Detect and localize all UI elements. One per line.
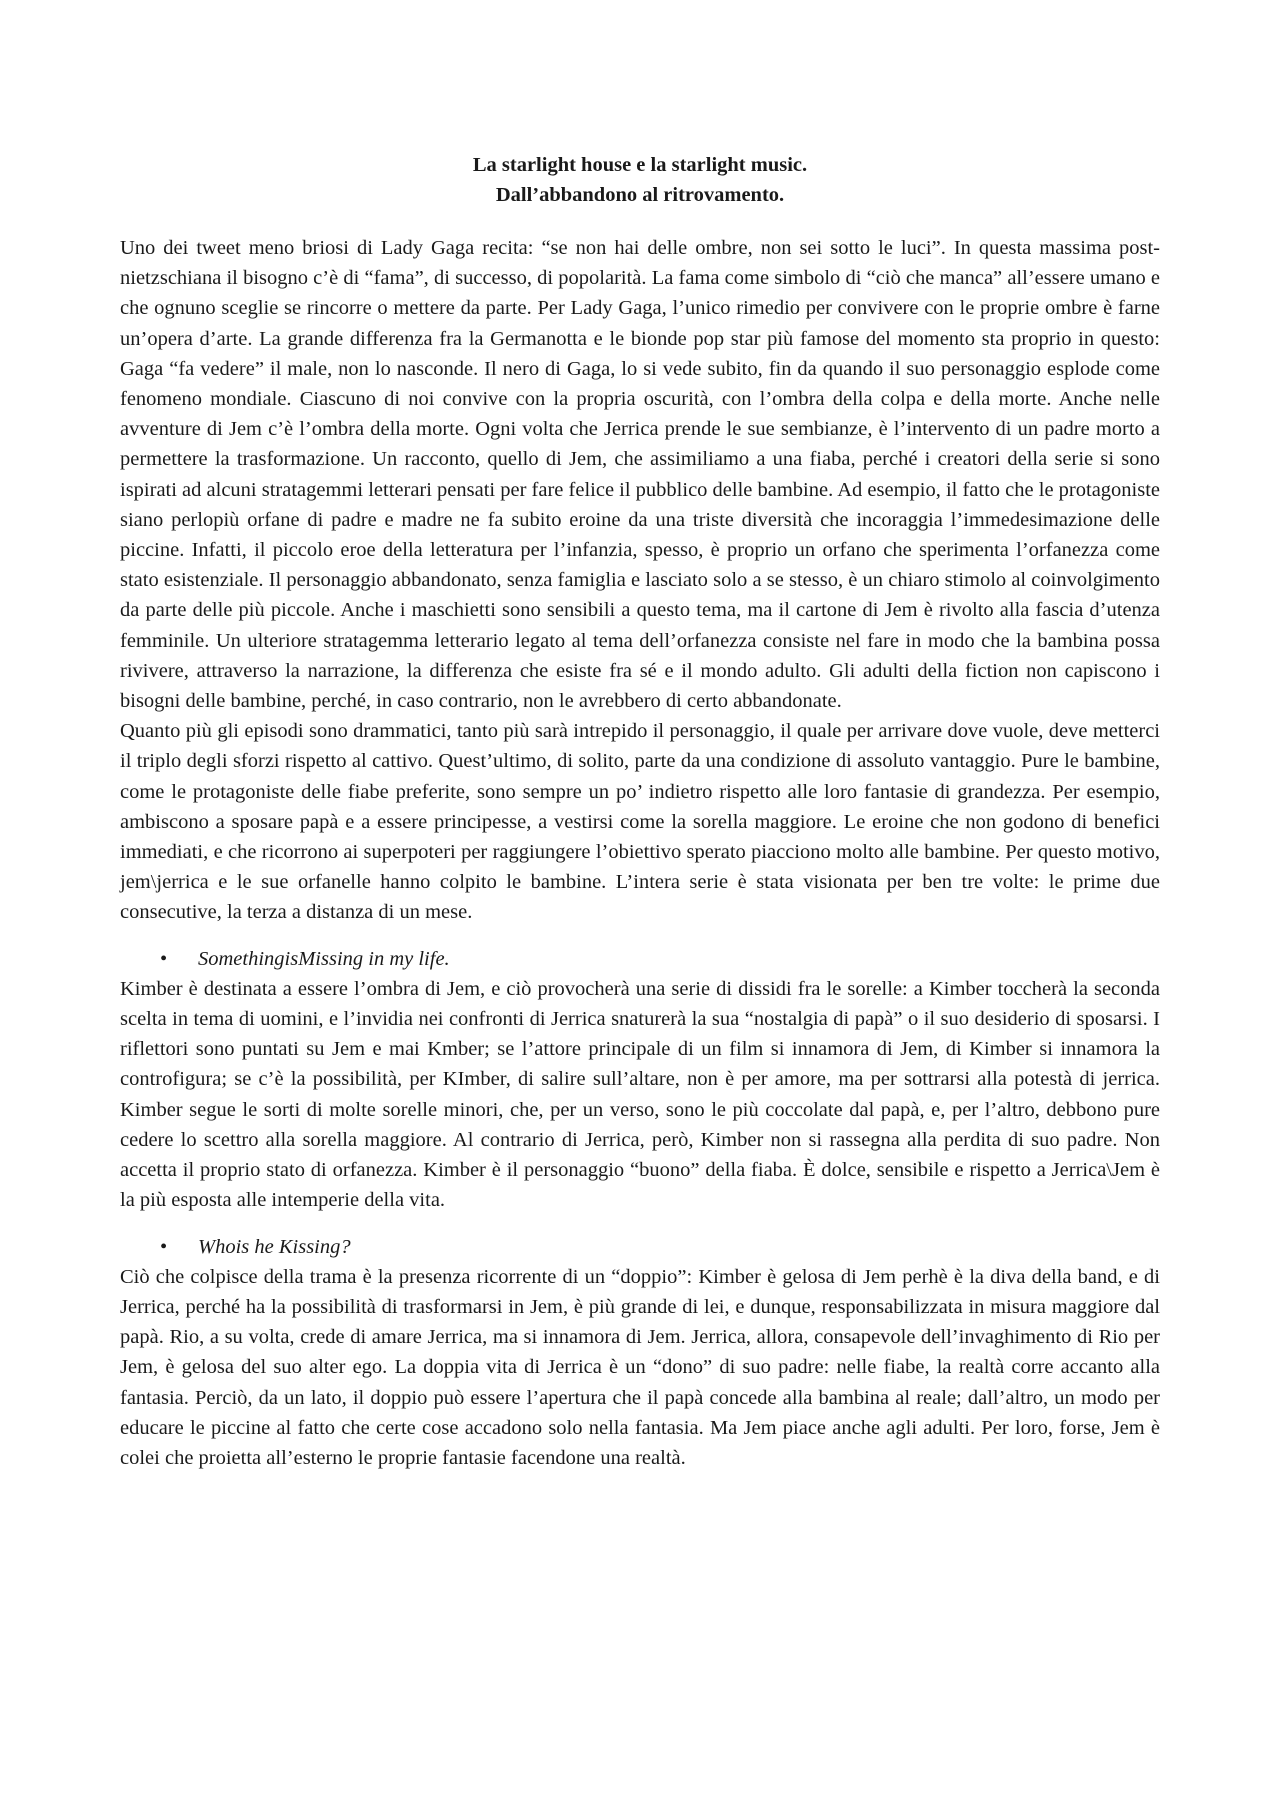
document-body [120,233,1160,1473]
section-heading-something-missing [120,944,1160,974]
bullet-marker: • [160,947,168,970]
paragraph-intro: Uno dei tweet meno briosi di Lady Gaga recita: “se non hai delle ombre, non sei sotto le luci”. In questa massima post- nietzschiana il bisogno c’è di “fama”, di successo, di popolarità. La fama come simbolo di “ciò che manca” all’essere umano e che ognuno sceglie se rincorre o mettere da parte. Per Lady Gaga, l’unico rimedio per convivere con le proprie ombre è farne un’opera d’arte. La grande differenza fra la Germanotta e le bionde pop star più famose del momento sta proprio in questo: Gaga “fa vedere” il male, non lo nasconde. Il nero di Gaga, lo si vede subito, fin da quando il suo personaggio esplode come fenomeno mondiale. Ciascuno di noi convive con la propria oscurità, con l’ombra della colpa e della morte. Anche nelle avventure di Jem c’è l’ombra della morte. Ogni volta che Jerrica prende le sue sembianze, è l’intervento di un padre morto a permettere la trasformazione. Un racconto, quello di Jem, che assimiliamo a una fiaba, perché i creatori della serie si sono ispirati ad alcuni stratagemmi letterari pensati per fare felice il pubblico delle bambine. Ad esempio, il fatto che le protagoniste siano perlopiù orfane di padre e madre ne fa subito eroine da una triste diversità che incoraggia l’immedesimazione delle piccine. Infatti, il piccolo eroe della letteratura per l’infanzia, spesso, è proprio un orfano che sperimenta l’orfanezza come stato esistenziale. Il personaggio abbandonato, senza famiglia e lasciato solo a se stesso, è un chiaro stimolo al coinvolgimento da parte delle più piccole. Anche i maschietti sono sensibili a questo tema, ma il cartone di Jem è rivolto alla fascia d’utenza femminile. Un ulteriore stratagemma letterario legato al tema dell’orfanezza consiste nel fare in modo che la bambina possa rivivere, attraverso la narrazione, la differenza che esiste fra sé e il mondo adulto. Gli adulti della fiction non capiscono i bisogni delle bambine, perché, in caso contrario, non le avrebbero di certo abbandonate. [120,237,1161,713]
document-title [120,150,1160,210]
paragraph-second: Quanto più gli episodi sono drammatici, tanto più sarà intrepido il personaggio, il quale per arrivare dove vuole, deve metterci il triplo degli sforzi rispetto al cattivo. Quest’ultimo, di solito, parte da una condizione di assoluto vantaggio. Pure le bambine, come le protagoniste delle fiabe preferite, sono sempre un po’ indietro rispetto alle loro fantasie di grandezza. Per esempio, ambiscono a sposare papà e a essere principesse, a vestirsi come la sorella maggiore. Le eroine che non godono di benefici immediati, e che ricorrono ai superpoteri per raggiungere l’obiettivo sperato piacciono molto alle bambine. Per questo motivo, jem\jerrica e le sue orfanelle hanno colpito le bambine. L’intera serie è stata visionata per ben tre volte: le prime due consecutive, la terza a distanza di un mese. [120,720,1160,924]
section-heading-text: Whois he Kissing? [198,1235,351,1258]
section-heading-text: SomethingisMissing in my life. [198,947,450,970]
bullet-marker: • [160,1235,168,1258]
section-heading-who-is-he-kissing [120,1232,1160,1262]
title-line-1: La starlight house e la starlight music. [472,154,808,176]
section-paragraph-kimber: Kimber è destinata a essere l’ombra di Jem, e ciò provocherà una serie di dissidi fra le sorelle: a Kimber toccherà la seconda scelta in tema di uomini, e l’invidia nei confronti di Jerrica snaturerà la sua “nostalgia di papà” o il suo desiderio di sposarsi. I riflettori sono puntati su Jem e mai Kmber; se l’attore principale di un film si innamora di Jem, di Kimber si innamora la controfigura; se c’è la possibilità, per KImber, di salire sull’altare, non è per amore, ma per sottrarsi alla potestà di jerrica. Kimber segue le sorti di molte sorelle minori, che, per un verso, sono le più coccolate dal papà, e, per l’altro, debbono pure cedere lo scettro alla sorella maggiore. Al contrario di Jerrica, però, Kimber non si rassegna alla perdita di suo padre. Non accetta il proprio stato di orfanezza. Kimber è il personaggio “buono” della fiaba. È dolce, sensibile e rispetto a Jerrica\Jem è la più esposta alle intemperie della vita. [120,977,1160,1212]
title-line-2: Dall’abbandono al ritrovamento. [495,184,785,206]
section-paragraph-doppio: Ciò che colpisce della trama è la presenza ricorrente di un “doppio”: Kimber è gelosa di Jem perhè è la diva della band, e di Jerrica, perché ha la possibilità di trasformarsi in Jem, è più grande di lei, e dunque, responsabilizzata in misura maggiore dal papà. Rio, a su volta, crede di amare Jerrica, ma si innamora di Jem. Jerrica, allora, consapevole dell’invaghimento di Rio per Jem, è gelosa del suo alter ego. La doppia vita di Jerrica è un “dono” di suo padre: nelle fiabe, la realtà corre accanto alla fantasia. Perciò, da un lato, il doppio può essere l’apertura che il papà concede alla bambina al reale; dall’altro, un modo per educare le piccine al fatto che certe cose accadono solo nella fantasia. Ma Jem piace anche agli adulti. Per loro, forse, Jem è colei che proietta all’esterno le proprie fantasie facendone una realtà. [120,1265,1160,1469]
